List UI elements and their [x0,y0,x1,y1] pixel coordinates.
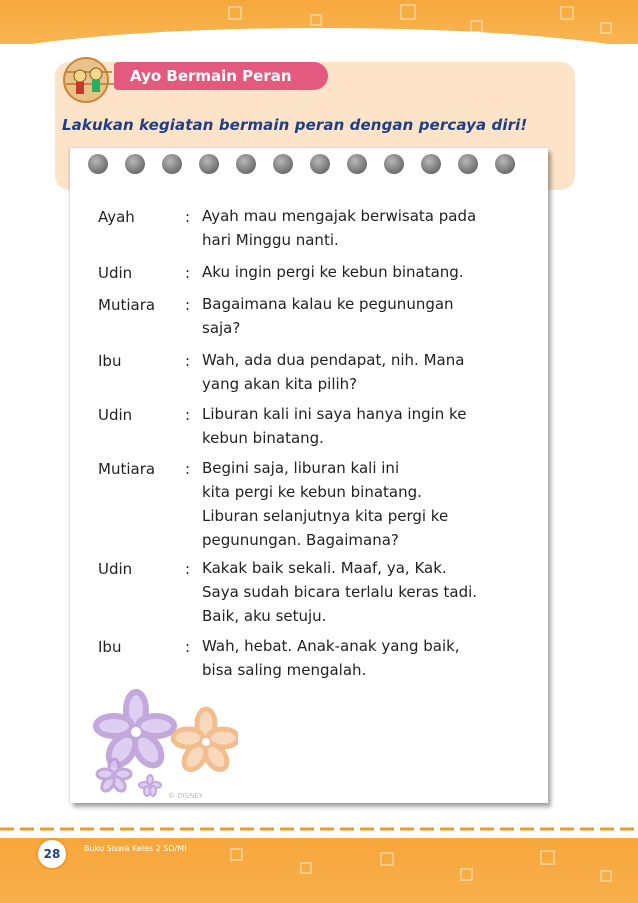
line-text: Bagaimana kalau ke pegunungan [202,295,454,313]
speaker-name: Udin [98,560,133,578]
line-text: Baik, aku setuju. [202,607,327,625]
page-number: 28 [36,838,68,870]
line-text: Ayah mau mengajak berwisata pada [202,207,477,225]
line-text: Wah, hebat. Anak-anak yang baik, [202,637,460,655]
watermark: © DISNEY [168,792,204,800]
line-text: Wah, ada dua pendapat, nih. Mana [202,351,465,369]
speaker-name: Mutiara [98,296,156,314]
separator: : [185,352,191,370]
speaker-name: Ayah [98,208,135,226]
book-title: Buku Siswa Kelas 2 SD/MI [84,844,187,853]
line-text: pegunungan. Bagaimana? [202,531,399,549]
speaker-name: Udin [98,406,133,424]
binder-hole [310,154,330,174]
section-title: Ayo Bermain Peran [114,62,328,90]
binder-hole [458,154,478,174]
line-text: Liburan kali ini saya hanya ingin ke [202,405,467,423]
line-text: kebun binatang. [202,429,324,447]
dashed-divider [0,826,638,832]
binder-hole [421,154,441,174]
speaker-name: Mutiara [98,460,156,478]
separator: : [185,638,191,656]
line-text: hari Minggu nanti. [202,231,339,249]
separator: : [185,560,191,578]
speaker-name: Ibu [98,638,122,656]
binder-hole [384,154,404,174]
speaker-name: Ibu [98,352,122,370]
binder-hole [495,154,515,174]
binder-hole [162,154,182,174]
separator: : [185,264,191,282]
binder-holes [70,148,548,188]
line-text: Aku ingin pergi ke kebun binatang. [202,263,464,281]
line-text: Liburan selanjutnya kita pergi ke [202,507,449,525]
binder-hole [125,154,145,174]
binder-hole [347,154,367,174]
line-text: saja? [202,319,241,337]
binder-hole [88,154,108,174]
binder-hole [273,154,293,174]
separator: : [185,406,191,424]
speaker-name: Udin [98,264,133,282]
flower-decoration-icon [88,680,238,805]
binder-hole [199,154,219,174]
line-text: yang akan kita pilih? [202,375,358,393]
separator: : [185,296,191,314]
separator: : [185,208,191,226]
separator: : [185,460,191,478]
line-text: Saya sudah bicara terlalu keras tadi. [202,583,478,601]
role-play-logo-icon [62,54,120,104]
line-text: Kakak baik sekali. Maaf, ya, Kak. [202,559,447,577]
line-text: Begini saja, liburan kali ini [202,459,400,477]
line-text: bisa saling mengalah. [202,661,367,679]
line-text: kita pergi ke kebun binatang. [202,483,422,501]
activity-instruction: Lakukan kegiatan bermain peran dengan percaya diri! [62,116,528,134]
binder-hole [236,154,256,174]
